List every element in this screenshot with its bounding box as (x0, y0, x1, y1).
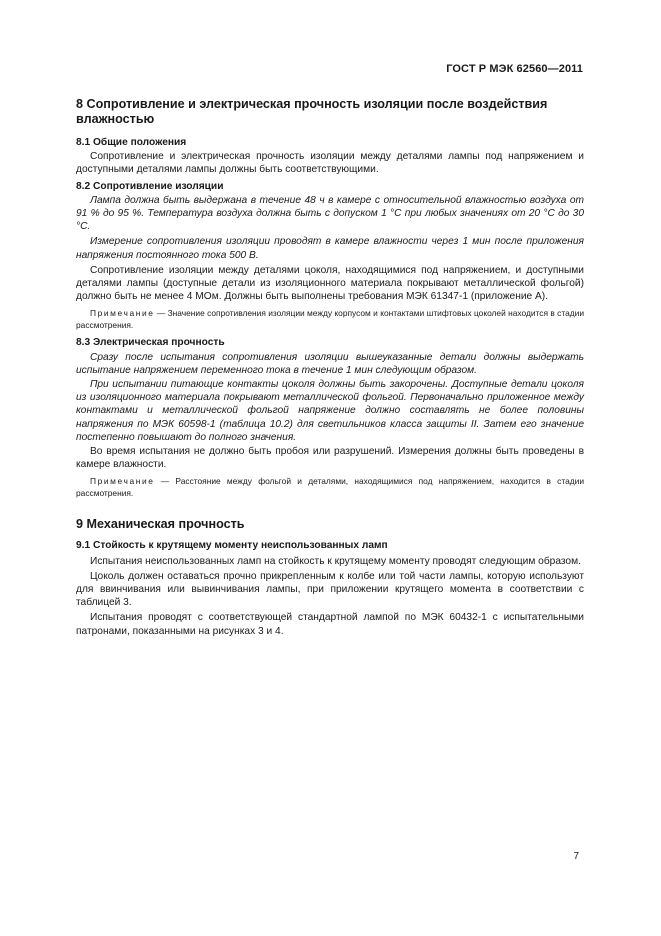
section-8-3-title: 8.3 Электрическая прочность (76, 337, 225, 349)
section-8-2-paragraph-1: Лампа должна быть выдержана в течение 48 ч в камере с относительной влажностью воздуха от 91 % до 95 %. Температура воздуха должна быть с допуском 1 °С при любых значениях от 20 °С до 30 °С. (76, 194, 584, 233)
section-8-3-note (76, 476, 584, 499)
section-8-3-paragraph-3: Во время испытания не должно быть пробоя или разрушений. Измерения должны быть проведены в камере влажности. (76, 446, 584, 471)
page-number: 7 (573, 851, 579, 862)
note-label: Примечание (90, 308, 155, 319)
section-8-2-note (76, 308, 584, 331)
section-8-1-title: 8.1 Общие положения (76, 137, 187, 148)
section-8-2-title: 8.2 Сопротивление изоляции (76, 180, 224, 192)
section-9-title: 9 Механическая прочность (76, 517, 245, 532)
page-body (76, 97, 584, 638)
section-8-1-paragraph: Сопротивление и электрическая прочность изоляции между деталями лампы под напряжением и доступными деталями лампы должны быть соответствующими. (76, 151, 584, 176)
section-8-2-paragraph-2: Измерение сопротивления изоляции проводят в камере влажности через 1 мин после приложения напряжения постоянного тока 500 В. (76, 236, 584, 261)
section-8-title: 8 Сопротивление и электрическая прочность изоляции после воздействия влажностью (76, 97, 548, 126)
section-8-3-paragraph-1: Сразу после испытания сопротивления изоляции вышеуказанные детали должны выдержать испытание напряжением переменного тока в течение 1 мин следующим образом. (76, 351, 584, 376)
section-9-1-paragraph-3: Испытания проводят с соответствующей стандартной лампой по МЭК 60432-1 с испытательными патронами, показанными на рисунках 3 и 4. (76, 612, 584, 637)
section-9-1-paragraph-1: Испытания неиспользованных ламп на стойкость к крутящему моменту проводят следующим образом. (90, 555, 581, 567)
note-text: — Расстояние между фольгой и деталями, находящимися под напряжением, находится в стадии рассмотрения. (76, 476, 585, 498)
section-8-2-paragraph-3: Сопротивление изоляции между деталями цоколя, находящимися под напряжением, и доступными деталями лампы (доступные детали из изоляционного материала покрывают металлической фольгой) должно быть не менее 4 МОм. Должны быть выполнены требования МЭК 61347-1 (приложение А). (76, 264, 584, 303)
note-label: Примечание (90, 476, 155, 487)
section-8-3-paragraph-2: При испытании питающие контакты цоколя должны быть закорочены. Доступные детали цоколя из изоляционного материала покрывают металлической фольгой. Первоначально приложенное между контактами и металлической фольгой напряжение должно составлять не более половины напряжения по МЭК 60598-1 (таблица 10.2) для светильников класса защиты II. Затем его значение постепенно повышают до полного значения. (76, 379, 584, 443)
section-9-1-title: 9.1 Стойкость к крутящему моменту неиспользованных ламп (76, 540, 388, 552)
document-code: ГОСТ Р МЭК 62560—2011 (446, 63, 583, 75)
section-9-1-paragraph-2: Цоколь должен оставаться прочно прикрепленным к колбе или той части лампы, которую используют для ввинчивания или вывинчивания лампы, при приложении крутящего момента в соответствии с таблицей 3. (76, 570, 584, 609)
note-text: — Значение сопротивления изоляции между корпусом и контактами штифтовых цоколей находится в стадии рассмотрения. (76, 308, 585, 330)
